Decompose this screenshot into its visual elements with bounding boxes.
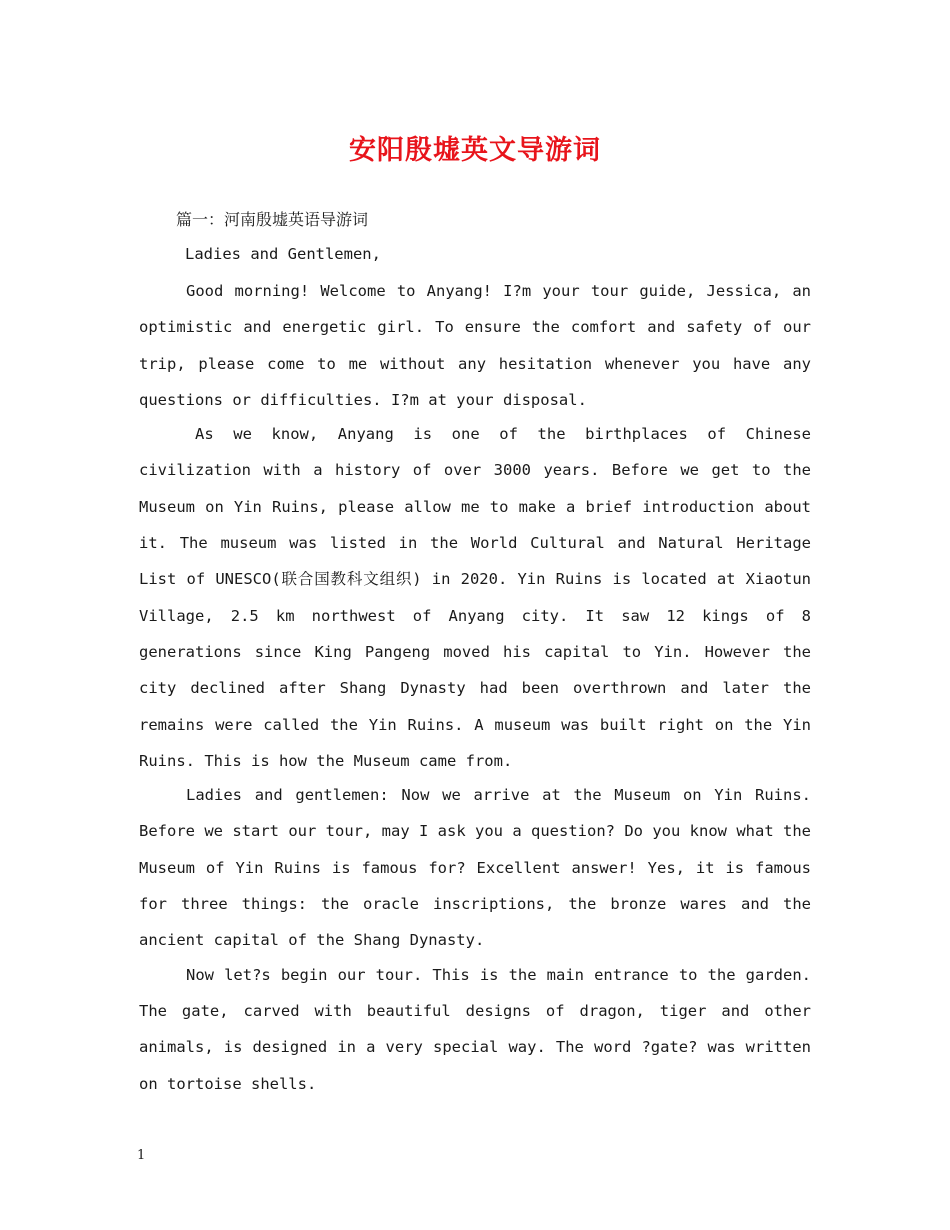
page-number: 1 (137, 1148, 146, 1163)
paragraph-welcome: Good morning! Welcome to Anyang! I?m your tour guide, Jessica, an optimistic and energetic girl. To ensure the comfort and safety of our trip, please come to me without any hesitation whenever you have any questions or difficulties. I?m at your disposal. (139, 282, 811, 409)
document-body (139, 205, 811, 1100)
salutation: Ladies and Gentlemen, (185, 245, 381, 263)
paragraph-introduction: As we know, Anyang is one of the birthplaces of Chinese civilization with a history of over 3000 years. Before we get to the Museum on Yin Ruins, please allow me to make a brief introduction about it. The museum was listed in the World Cultural and Natural Heritage List of UNESCO(联合国教科文组织) in 2020. Yin Ruins is located at Xiaotun Village, 2.5 km northwest of Anyang city. It saw 12 kings of 8 generations since King Pangeng moved his capital to Yin. However the city declined after Shang Dynasty had been overthrown and later the remains were called the Yin Ruins. A museum was built right on the Yin Ruins. This is how the Museum came from. (139, 425, 811, 770)
paragraph-tour-begin: Now let?s begin our tour. This is the main entrance to the garden. The gate, carved with beautiful designs of dragon, tiger and other animals, is designed in a very special way. The word ?gate? was written on tortoise shells. (139, 965, 811, 1093)
paragraph-arrival: Ladies and gentlemen: Now we arrive at the Museum on Yin Ruins. Before we start our tour, may I ask you a question? Do you know what the Museum of Yin Ruins is famous for? Excellent answer! Yes, it is famous for three things: the oracle inscriptions, the bronze wares and the ancient capital of the Shang Dynasty. (139, 786, 811, 950)
document-title: 安阳殷墟英文导游词 (349, 135, 601, 166)
section-heading: 篇一：河南殷墟英语导游词 (176, 210, 369, 229)
